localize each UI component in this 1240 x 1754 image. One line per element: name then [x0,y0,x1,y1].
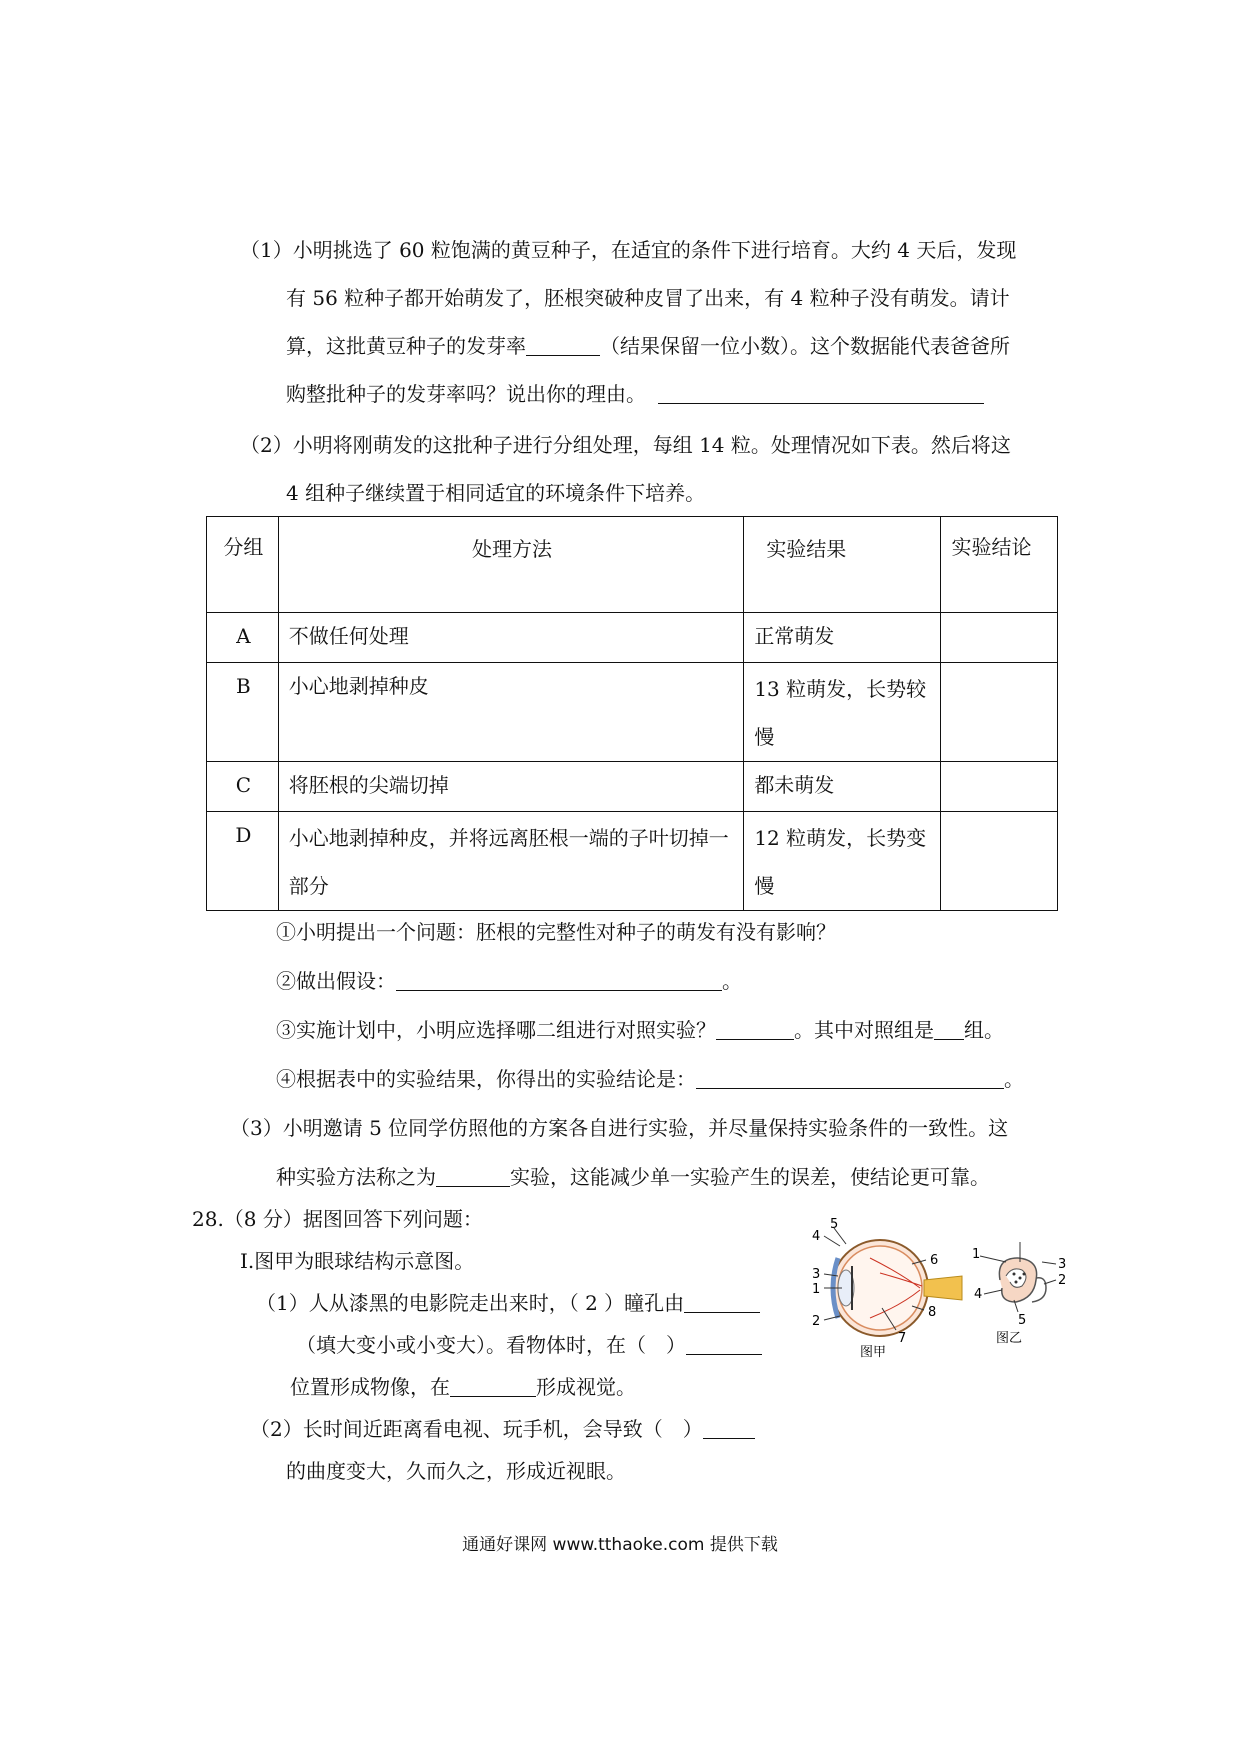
conclusion-blank[interactable] [696,1068,1004,1089]
page-footer: 通通好课网 www.tthaoke.com 提供下载 [462,1535,778,1555]
experiment-table [206,516,1058,911]
image-position-blank[interactable] [686,1334,762,1355]
row-group: D [207,812,279,911]
sub-question-4-text: ④根据表中的实验结果，你得出的实验结论是： [276,1067,696,1091]
q28-s1-line3 [290,1372,636,1402]
table-header-row [207,517,1058,613]
header-method: 处理方法 [278,517,744,613]
q27-p1-line4 [286,379,984,409]
germination-rate-blank[interactable] [526,335,600,356]
q27-p1-line3-text: 算，这批黄豆种子的发芽率 [286,334,526,358]
row-result: 正常萌发 [744,613,941,663]
row-conclusion-cell[interactable] [941,663,1058,762]
q27-p1-line1: （1）小明挑选了 60 粒饱满的黄豆种子，在适宜的条件下进行培育。大约 4 天后，发现 [240,238,1017,262]
ear-diagram [980,1242,1056,1312]
row-group: A [207,613,279,663]
row-method: 不做任何处理 [278,613,744,663]
q27-p3-line2-text: 种实验方法称之为 [276,1165,436,1189]
header-conclusion: 实验结论 [941,517,1058,613]
q27-p3-line1: （3）小明邀请 5 位同学仿照他的方案各自进行实验，并尽量保持实验条件的一致性。这 [230,1116,1009,1140]
table-row [207,812,1058,911]
sub-question-2-end: 。 [722,969,742,993]
sub-question-3-end: 组。 [964,1018,1004,1042]
row-conclusion-cell[interactable] [941,812,1058,911]
q28-heading: 28.（8 分）据图回答下列问题： [192,1207,483,1231]
q28-s1-line3-text2: 形成视觉。 [536,1375,636,1399]
q28-s2-line1-text: （2）长时间近距离看电视、玩手机，会导致（ ） [250,1417,703,1441]
figure-yi-caption: 图乙 [996,1331,1023,1346]
row-group: C [207,762,279,812]
q28-s1-line2 [296,1330,762,1360]
row-method: 小心地剥掉种皮，并将远离胚根一端的子叶切掉一部分 [278,812,744,911]
row-conclusion-cell[interactable] [941,762,1058,812]
q27-p2-line1: （2）小明将刚萌发的这批种子进行分组处理，每组 14 粒。处理情况如下表。然后将这 [240,433,1011,457]
q28-s2-line1 [250,1414,755,1444]
q28-s1-line1 [256,1288,760,1318]
q27-p3-line2-text2: 实验，这能减少单一实验产生的误差，使结论更可靠。 [510,1165,990,1189]
row-result: 都未萌发 [744,762,941,812]
eye-label-8: 8 [928,1305,937,1320]
eye-label-4: 4 [812,1229,821,1244]
eye-label-1: 1 [812,1282,821,1297]
control-group-blank[interactable] [934,1019,964,1040]
header-group: 分组 [207,517,279,613]
eye-label-2: 2 [812,1314,821,1329]
q28-part1: Ⅰ.图甲为眼球结构示意图。 [240,1249,475,1273]
header-result: 实验结果 [744,517,941,613]
row-conclusion-cell[interactable] [941,613,1058,663]
q28-s1-line3-text: 位置形成物像，在 [290,1375,450,1399]
figure-jia-caption: 图甲 [860,1345,887,1360]
sub-question-4-end: 。 [1004,1067,1024,1091]
ear-label-5: 5 [1018,1313,1027,1328]
q27-p1-line3-text2: （结果保留一位小数）。这个数据能代表爸爸所 [600,334,1010,358]
q28-s2-line2: 的曲度变大，久而久之，形成近视眼。 [286,1459,626,1483]
sub-question-4 [276,1064,1024,1094]
row-group: B [207,663,279,762]
q28-s1-line2-text: （填大变小或小变大）。看物体时，在（ ） [296,1333,686,1357]
reason-blank[interactable] [658,383,984,404]
sub-question-2-text: ②做出假设： [276,969,396,993]
ear-label-4: 4 [974,1287,983,1302]
sub-question-2 [276,966,742,996]
lens-blank[interactable] [703,1418,755,1439]
eye-label-7: 7 [898,1331,907,1346]
table-row [207,613,1058,663]
eye-label-3: 3 [812,1267,821,1282]
sub-question-1: ①小明提出一个问题：胚根的完整性对种子的萌发有没有影响？ [276,920,836,944]
row-method: 小心地剥掉种皮 [278,663,744,762]
q27-p2-line2: 4 组种子继续置于相同适宜的环境条件下培养。 [286,481,706,505]
eye-label-6: 6 [930,1253,939,1268]
row-method: 将胚根的尖端切掉 [278,762,744,812]
table-row [207,762,1058,812]
sub-question-3-text: ③实施计划中，小明应选择哪二组进行对照实验？ [276,1018,716,1042]
sub-question-3-text2: 。其中对照组是 [794,1018,934,1042]
eyeball-diagram [824,1228,962,1336]
method-name-blank[interactable] [436,1166,510,1187]
hypothesis-blank[interactable] [396,970,722,991]
ear-label-3: 3 [1058,1257,1067,1272]
eye-label-5: 5 [830,1218,839,1232]
ear-label-1: 1 [972,1247,981,1262]
eye-ear-figure [800,1218,1080,1378]
sub-question-3 [276,1015,1004,1045]
q28-s1-line1-text: （1）人从漆黑的电影院走出来时，（ 2 ）瞳孔由 [256,1291,685,1315]
row-result: 13 粒萌发，长势较慢 [744,663,941,762]
q27-p1-line4-text: 购整批种子的发芽率吗？说出你的理由。 [286,382,646,406]
q27-p1-line3 [286,331,1010,361]
pupil-change-blank[interactable] [684,1292,760,1313]
row-result: 12 粒萌发，长势变慢 [744,812,941,911]
q27-p3-line2 [276,1162,990,1192]
ear-label-2: 2 [1058,1273,1067,1288]
table-row [207,663,1058,762]
groups-blank[interactable] [716,1019,794,1040]
q27-p1-line2: 有 56 粒种子都开始萌发了，胚根突破种皮冒了出来，有 4 粒种子没有萌发。请计 [286,286,1010,310]
vision-location-blank[interactable] [450,1376,536,1397]
